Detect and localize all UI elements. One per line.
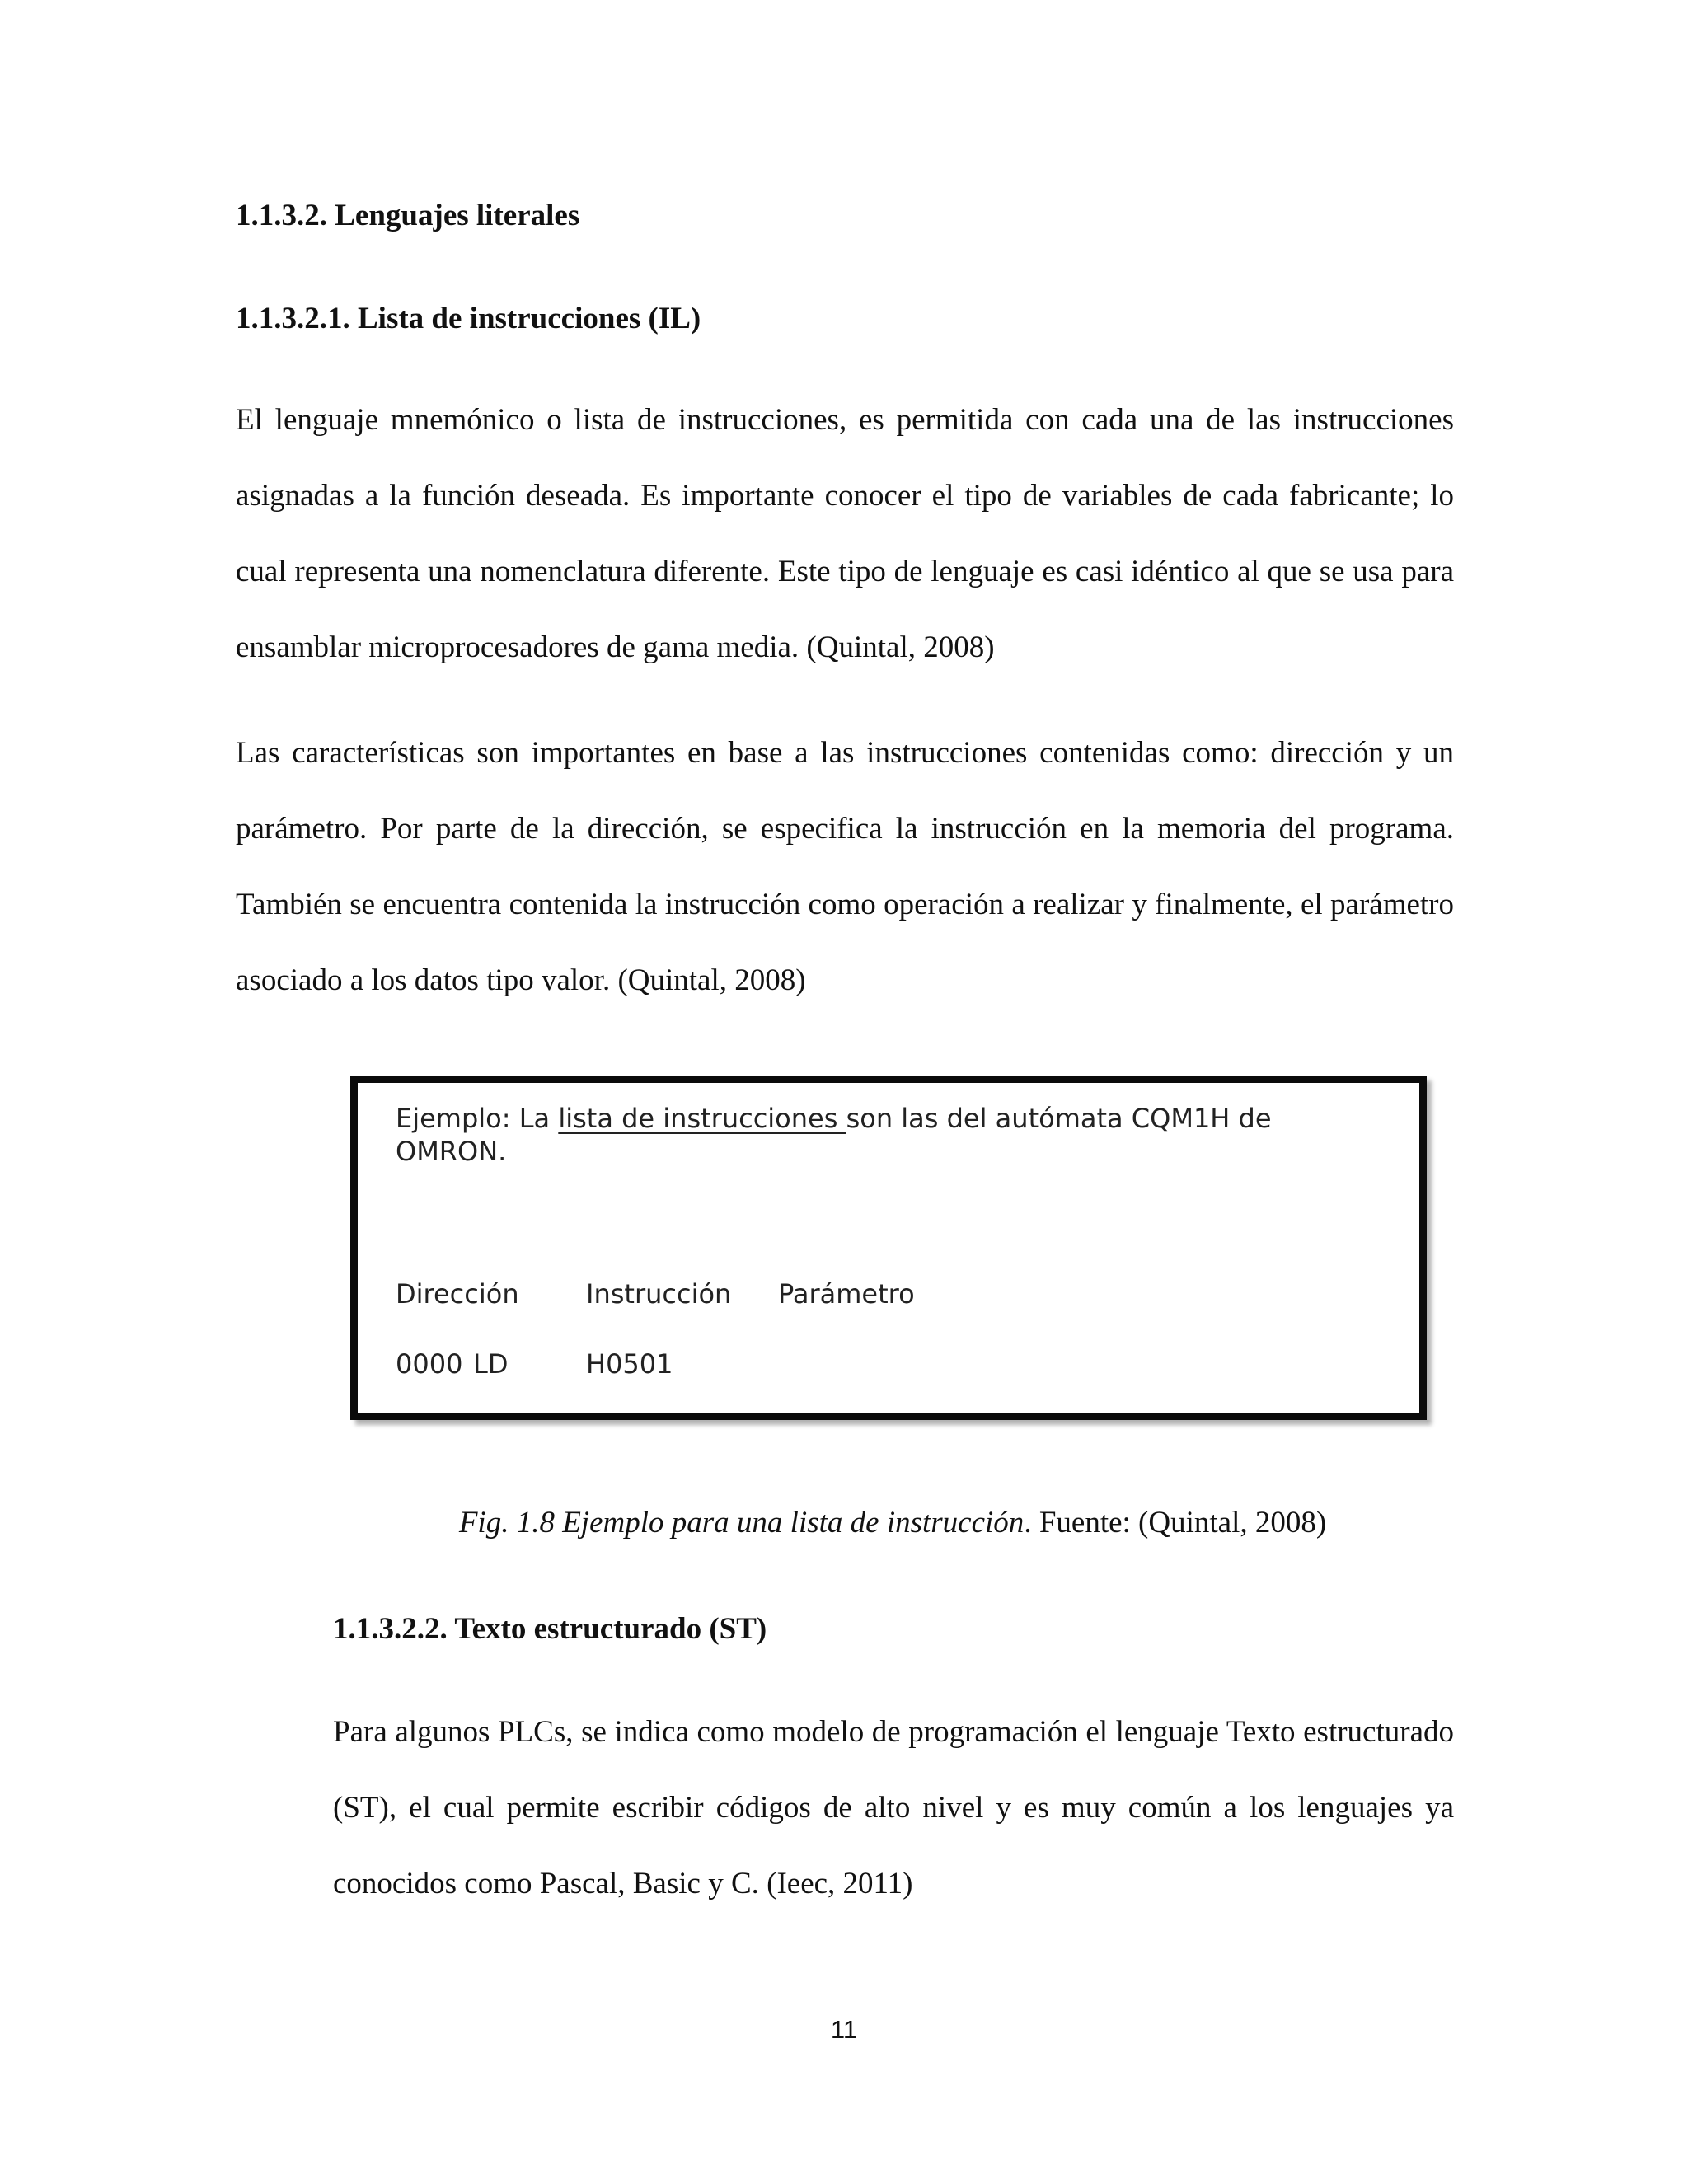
example-underlined-term: lista de instrucciones bbox=[558, 1103, 846, 1134]
subsection-heading-il: 1.1.3.2.1. Lista de instrucciones (IL) bbox=[236, 302, 701, 335]
column-header-direccion: Dirección bbox=[396, 1278, 519, 1310]
column-header-instruccion: Instrucción bbox=[586, 1278, 732, 1310]
row-parameter: H0501 bbox=[586, 1348, 673, 1380]
subsection-heading-st: 1.1.3.2.2. Texto estructurado (ST) bbox=[333, 1612, 767, 1646]
figure-caption bbox=[0, 1505, 1688, 1540]
example-line-2: OMRON. bbox=[396, 1136, 507, 1167]
example-prefix: Ejemplo: La bbox=[396, 1103, 559, 1134]
row-address: 0000 bbox=[396, 1348, 463, 1380]
row-instruction: LD bbox=[473, 1348, 509, 1380]
column-header-parametro: Parámetro bbox=[778, 1278, 915, 1310]
section-heading: 1.1.3.2. Lenguajes literales bbox=[236, 199, 580, 232]
paragraph-il-characteristics: Las características son importantes en base a las instrucciones contenidas como: dirección y un parámetro. Por parte de la dirección, se especifica la instrucción en la memoria del programa. También se encuentra contenida la instrucción como operación a realizar y finalmente, el parámetro asociado a los datos tipo valor. (Quintal, 2008) bbox=[236, 736, 1454, 997]
paragraph-il-description: El lenguaje mnemónico o lista de instrucciones, es permitida con cada una de las instrucciones asignadas a la función deseada. Es importante conocer el tipo de variables de cada fabricante; lo cual representa una nomenclatura diferente. Este tipo de lenguaje es casi idéntico al que se usa para ensamblar microprocesadores de gama media. (Quintal, 2008) bbox=[236, 403, 1454, 664]
example-suffix: son las del autómata CQM1H de bbox=[846, 1103, 1272, 1134]
caption-title: Fig. 1.8 Ejemplo para una lista de instrucción bbox=[458, 1506, 1025, 1540]
paragraph-st-description: Para algunos PLCs, se indica como modelo de programación el lenguaje Texto estructurado (ST), el cual permite escribir códigos de alto nivel y es muy común a los lenguajes ya conocidos como Pascal, Basic y C. (Ieec, 2011) bbox=[333, 1715, 1454, 1900]
example-line-1 bbox=[396, 1103, 1272, 1134]
caption-source: . Fuente: (Quintal, 2008) bbox=[1024, 1506, 1327, 1540]
page-number: 11 bbox=[830, 2015, 858, 2044]
example-figure bbox=[350, 1076, 1427, 1420]
